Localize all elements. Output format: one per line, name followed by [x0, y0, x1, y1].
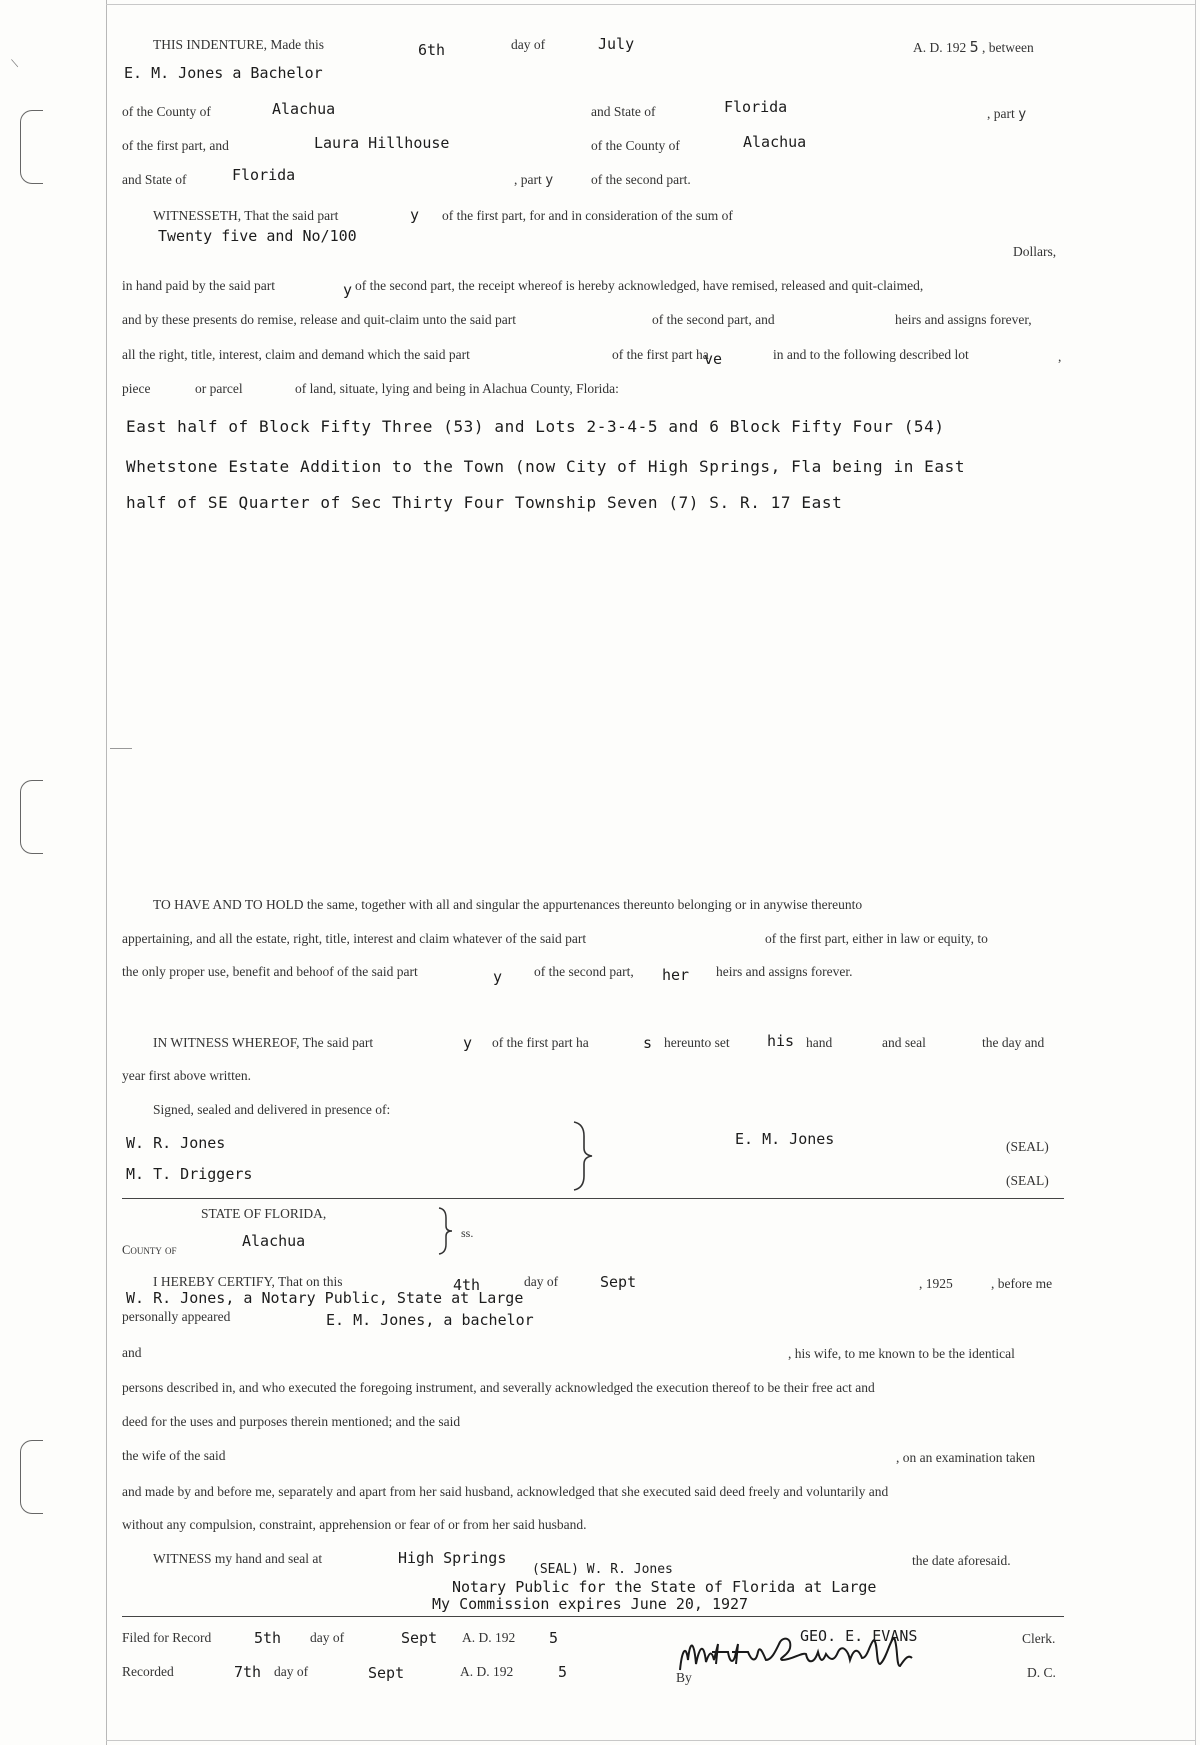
- filed-ad: A. D. 192: [462, 1630, 516, 1645]
- line-presents-a: and by these presents do remise, release and quit-claim unto the said part: [122, 312, 516, 327]
- label-dollars: Dollars,: [1013, 244, 1057, 259]
- habendum-line-b1: appertaining, and all the estate, right, title, interest and claim whatever of the said part: [122, 931, 587, 946]
- witness-line-e: and seal: [882, 1035, 926, 1050]
- habendum-line-c3: heirs and assigns forever.: [716, 964, 853, 979]
- habendum-line-c2: of the second part,: [534, 964, 634, 979]
- filed-year: 5: [549, 1629, 559, 1647]
- binder-hole-icon: [20, 1440, 43, 1514]
- section-divider: [122, 1198, 1064, 1199]
- label-and-state-2: and State of: [122, 172, 187, 187]
- grantee-county: Alachua: [743, 133, 807, 151]
- notary-title: Notary Public for the State of Florida at Large: [452, 1578, 877, 1596]
- label-and-state: and State of: [591, 104, 656, 119]
- line-piece-a: piece: [122, 381, 151, 396]
- ack-appeared: E. M. Jones, a bachelor: [326, 1311, 534, 1329]
- ack-line-wife: the wife of the said: [122, 1448, 226, 1463]
- label-first-part: of the first part, and: [122, 138, 229, 153]
- page-frame-left: [106, 0, 107, 1745]
- witnesseth-suffix: y: [410, 206, 420, 224]
- ack-county-label: County of: [122, 1243, 177, 1257]
- grantor-county: Alachua: [272, 100, 336, 118]
- ack-line-deed: deed for the uses and purposes therein mentioned; and the said: [122, 1414, 461, 1429]
- witness-line-a: IN WITNESS WHEREOF, The said part: [153, 1035, 374, 1050]
- clerk-name: GEO. E. EVANS: [800, 1627, 918, 1645]
- recorded-year: 5: [558, 1663, 568, 1681]
- binder-hole-icon: [20, 110, 43, 184]
- ack-before-me: , before me: [991, 1276, 1053, 1291]
- ack-state: STATE OF FLORIDA,: [201, 1206, 327, 1221]
- page-frame-bottom: [106, 1740, 1195, 1741]
- filed-label: Filed for Record: [122, 1630, 212, 1645]
- signed-sealed-line: Signed, sealed and delivered in presence of:: [153, 1102, 391, 1117]
- ack-day-of: day of: [524, 1274, 559, 1289]
- binder-hole-icon: [20, 780, 43, 854]
- label-of-county-2: of the County of: [591, 138, 680, 153]
- witness-name-1: W. R. Jones: [126, 1134, 226, 1152]
- dc-label: D. C.: [1027, 1665, 1056, 1680]
- habendum-y: y: [493, 968, 503, 986]
- line-right-comma: ,: [1058, 349, 1062, 364]
- ack-officer: W. R. Jones, a Notary Public, State at Large: [126, 1289, 524, 1307]
- ss-brace-icon: [436, 1206, 454, 1256]
- ack-county: Alachua: [242, 1232, 306, 1250]
- witness-his: his: [767, 1032, 795, 1050]
- description-line: Whetstone Estate Addition to the Town (now City of High Springs, Fla being in East: [126, 457, 966, 476]
- deed-day-of: day of: [511, 37, 546, 52]
- ack-and: and: [122, 1345, 142, 1360]
- line-in-hand-b: of the second part, the receipt whereof is hereby acknowledged, have remised, released and quit-claimed,: [355, 278, 924, 293]
- line-in-hand-y: y: [343, 281, 353, 299]
- filed-day: 5th: [254, 1629, 282, 1647]
- witness-name-2: M. T. Driggers: [126, 1165, 253, 1183]
- description-line: half of SE Quarter of Sec Thirty Four Township Seven (7) S. R. 17 East: [126, 493, 843, 512]
- ack-certify: I HEREBY CERTIFY, That on this: [153, 1274, 343, 1289]
- line-right-ve: ve: [704, 350, 723, 368]
- ack-line-persons: persons described in, and who executed the foregoing instrument, and severally acknowledged the execution thereof to be their free act and: [122, 1380, 875, 1395]
- filed-month: Sept: [401, 1629, 438, 1647]
- label-party: , part y: [987, 106, 1027, 122]
- grantor-signature: E. M. Jones: [735, 1130, 835, 1148]
- deed-preamble: THIS INDENTURE, Made this: [153, 37, 324, 52]
- ack-year: , 1925: [919, 1276, 953, 1291]
- ack-personally: personally appeared: [122, 1309, 231, 1324]
- filed-day-of: day of: [310, 1630, 345, 1645]
- ack-ss: ss.: [461, 1226, 474, 1240]
- page-frame-top: [106, 4, 1195, 5]
- notary-signature: (SEAL) W. R. Jones: [532, 1562, 673, 1577]
- deed-ad: A. D. 192 5 , between: [913, 38, 1034, 56]
- seal-label-1: (SEAL): [1006, 1139, 1049, 1154]
- witnesseth: WITNESSETH, That the said part: [153, 208, 339, 223]
- witness-s: s: [643, 1034, 653, 1052]
- witness-line-c: hereunto set: [664, 1035, 730, 1050]
- grantee-state: Florida: [232, 166, 296, 184]
- pencil-mark-icon: /: [8, 58, 23, 70]
- line-piece-b: or parcel: [195, 381, 243, 396]
- line-right-a: all the right, title, interest, claim and demand which the said part: [122, 347, 470, 362]
- ack-his-wife: , his wife, to me known to be the identical: [788, 1346, 1015, 1361]
- ack-witness-hand: WITNESS my hand and seal at: [153, 1551, 323, 1566]
- witnesseth-rest: of the first part, for and in consideration of the sum of: [442, 208, 733, 223]
- section-divider: [122, 1616, 1064, 1617]
- page-frame-right: [1195, 0, 1196, 1745]
- line-presents-b: of the second part, and: [652, 312, 775, 327]
- habendum-line-c1: the only proper use, benefit and behoof of the said part: [122, 964, 418, 979]
- recorded-label: Recorded: [122, 1664, 174, 1679]
- line-right-b: of the first part ha: [612, 347, 709, 362]
- witness-y: y: [463, 1034, 473, 1052]
- consideration-sum: Twenty five and No/100: [158, 227, 357, 245]
- line-presents-c: heirs and assigns forever,: [895, 312, 1032, 327]
- witness-line-f: the day and: [982, 1035, 1045, 1050]
- seal-label-2: (SEAL): [1006, 1173, 1049, 1188]
- grantee-name: Laura Hillhouse: [314, 134, 450, 152]
- label-of-county: of the County of: [122, 104, 211, 119]
- deed-month: July: [598, 35, 635, 53]
- label-party-2: , part y: [514, 172, 554, 188]
- deed-day: 6th: [418, 41, 446, 59]
- habendum-line-b2: of the first part, either in law or equity, to: [765, 931, 988, 946]
- witness-brace-icon: [570, 1120, 596, 1192]
- recorded-ad: A. D. 192: [460, 1664, 514, 1679]
- grantor-state: Florida: [724, 98, 788, 116]
- ack-line-exam: , on an examination taken: [896, 1450, 1036, 1465]
- ack-place: High Springs: [398, 1549, 507, 1567]
- margin-mark-icon: [110, 748, 132, 749]
- ack-month: Sept: [600, 1273, 637, 1291]
- recorded-day: 7th: [234, 1663, 262, 1681]
- line-in-hand-a: in hand paid by the said part: [122, 278, 275, 293]
- habendum-her: her: [662, 966, 690, 984]
- label-second-part: of the second part.: [591, 172, 691, 187]
- recorded-day-of: day of: [274, 1664, 309, 1679]
- witness-line-b: of the first part ha: [492, 1035, 589, 1050]
- deputy-clerk-signature: [672, 1630, 972, 1680]
- description-line: East half of Block Fifty Three (53) and Lots 2-3-4-5 and 6 Block Fifty Four (54): [126, 417, 945, 436]
- witness-line-g: year first above written.: [122, 1068, 251, 1083]
- notary-commission: My Commission expires June 20, 1927: [432, 1595, 749, 1613]
- recorded-month: Sept: [368, 1664, 405, 1682]
- ack-day: 4th: [453, 1276, 481, 1294]
- ack-date-aforesaid: the date aforesaid.: [912, 1553, 1011, 1568]
- by-label: By: [676, 1670, 692, 1685]
- witness-line-d: hand: [806, 1035, 833, 1050]
- line-right-c: in and to the following described lot: [773, 347, 969, 362]
- line-piece-c: of land, situate, lying and being in Alachua County, Florida:: [295, 381, 619, 396]
- ack-line-made: and made by and before me, separately and apart from her said husband, acknowledged that she executed said deed freely and voluntarily and: [122, 1484, 889, 1499]
- grantor-name: E. M. Jones a Bachelor: [124, 64, 323, 82]
- ack-line-without: without any compulsion, constraint, apprehension or fear of or from her said husband.: [122, 1517, 587, 1532]
- clerk-label: Clerk.: [1022, 1631, 1056, 1646]
- habendum-line-a: TO HAVE AND TO HOLD the same, together with all and singular the appurtenances thereunto belonging or in anywise thereunto: [153, 897, 863, 912]
